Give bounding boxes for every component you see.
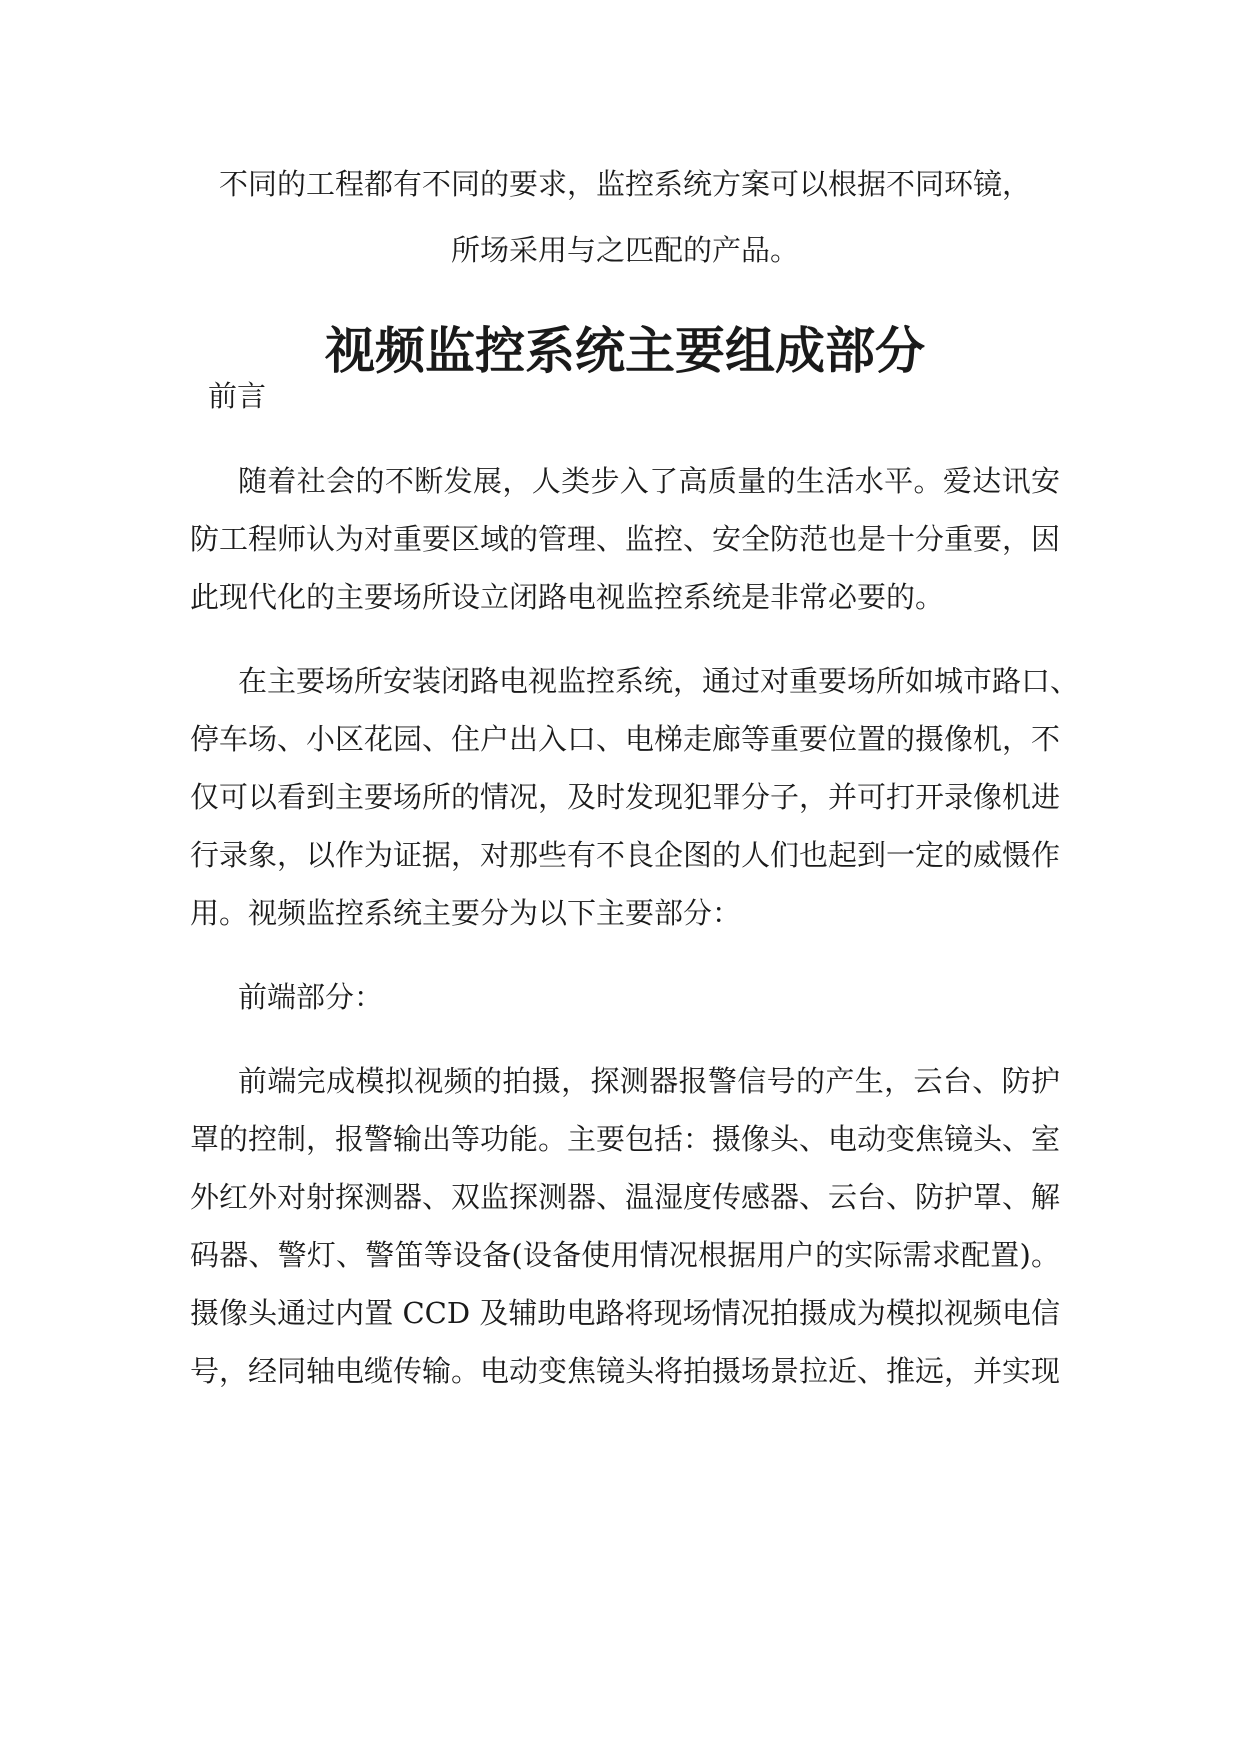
paragraph-line: 随着社会的不断发展，人类步入了高质量的生活水平。爱达讯安 (238, 464, 1060, 498)
intro-line: 不同的工程都有不同的要求，监控系统方案可以根据不同环镜， (218, 167, 1031, 201)
paragraph-line: 在主要场所安装闭路电视监控系统，通过对重要场所如城市路口、 (238, 664, 1080, 698)
paragraph-line: 摄像头通过内置 CCD 及辅助电路将现场情况拍摄成为模拟视频电信 (190, 1296, 1060, 1330)
paragraph-line: 罩的控制，报警输出等功能。主要包括：摄像头、电动变焦镜头、室 (190, 1122, 1061, 1156)
paragraph-line: 号，经同轴电缆传输。电动变焦镜头将拍摄场景拉近、推远，并实现 (190, 1354, 1061, 1388)
section-label: 前端部分： (238, 980, 384, 1014)
document-title: 视频监控系统主要组成部分 (325, 322, 925, 380)
paragraph-line: 用。视频监控系统主要分为以下主要部分： (190, 896, 742, 930)
paragraph-line: 防工程师认为对重要区域的管理、监控、安全防范也是十分重要，因 (190, 522, 1061, 556)
paragraph-line: 外红外对射探测器、双监探测器、温湿度传感器、云台、防护罩、解 (190, 1180, 1061, 1214)
intro-text (190, 151, 1060, 283)
paragraph-line: 前端完成模拟视频的拍摄，探测器报警信号的产生，云台、防护 (238, 1064, 1060, 1098)
intro-line: 所场采用与之匹配的产品。 (450, 233, 799, 267)
preface-label: 前言 (208, 379, 267, 413)
paragraph-line: 停车场、小区花园、住户出入口、电梯走廊等重要位置的摄像机，不 (190, 722, 1061, 756)
paragraph-line: 行录象，以作为证据，对那些有不良企图的人们也起到一定的威慑作 (190, 838, 1061, 872)
paragraph-line: 此现代化的主要场所设立闭路电视监控系统是非常必要的。 (190, 580, 945, 614)
paragraph-line: 仅可以看到主要场所的情况，及时发现犯罪分子，并可打开录像机进 (190, 780, 1061, 814)
paragraph-line: 码器、警灯、警笛等设备(设备使用情况根据用户的实际需求配置)。 (190, 1238, 1060, 1272)
